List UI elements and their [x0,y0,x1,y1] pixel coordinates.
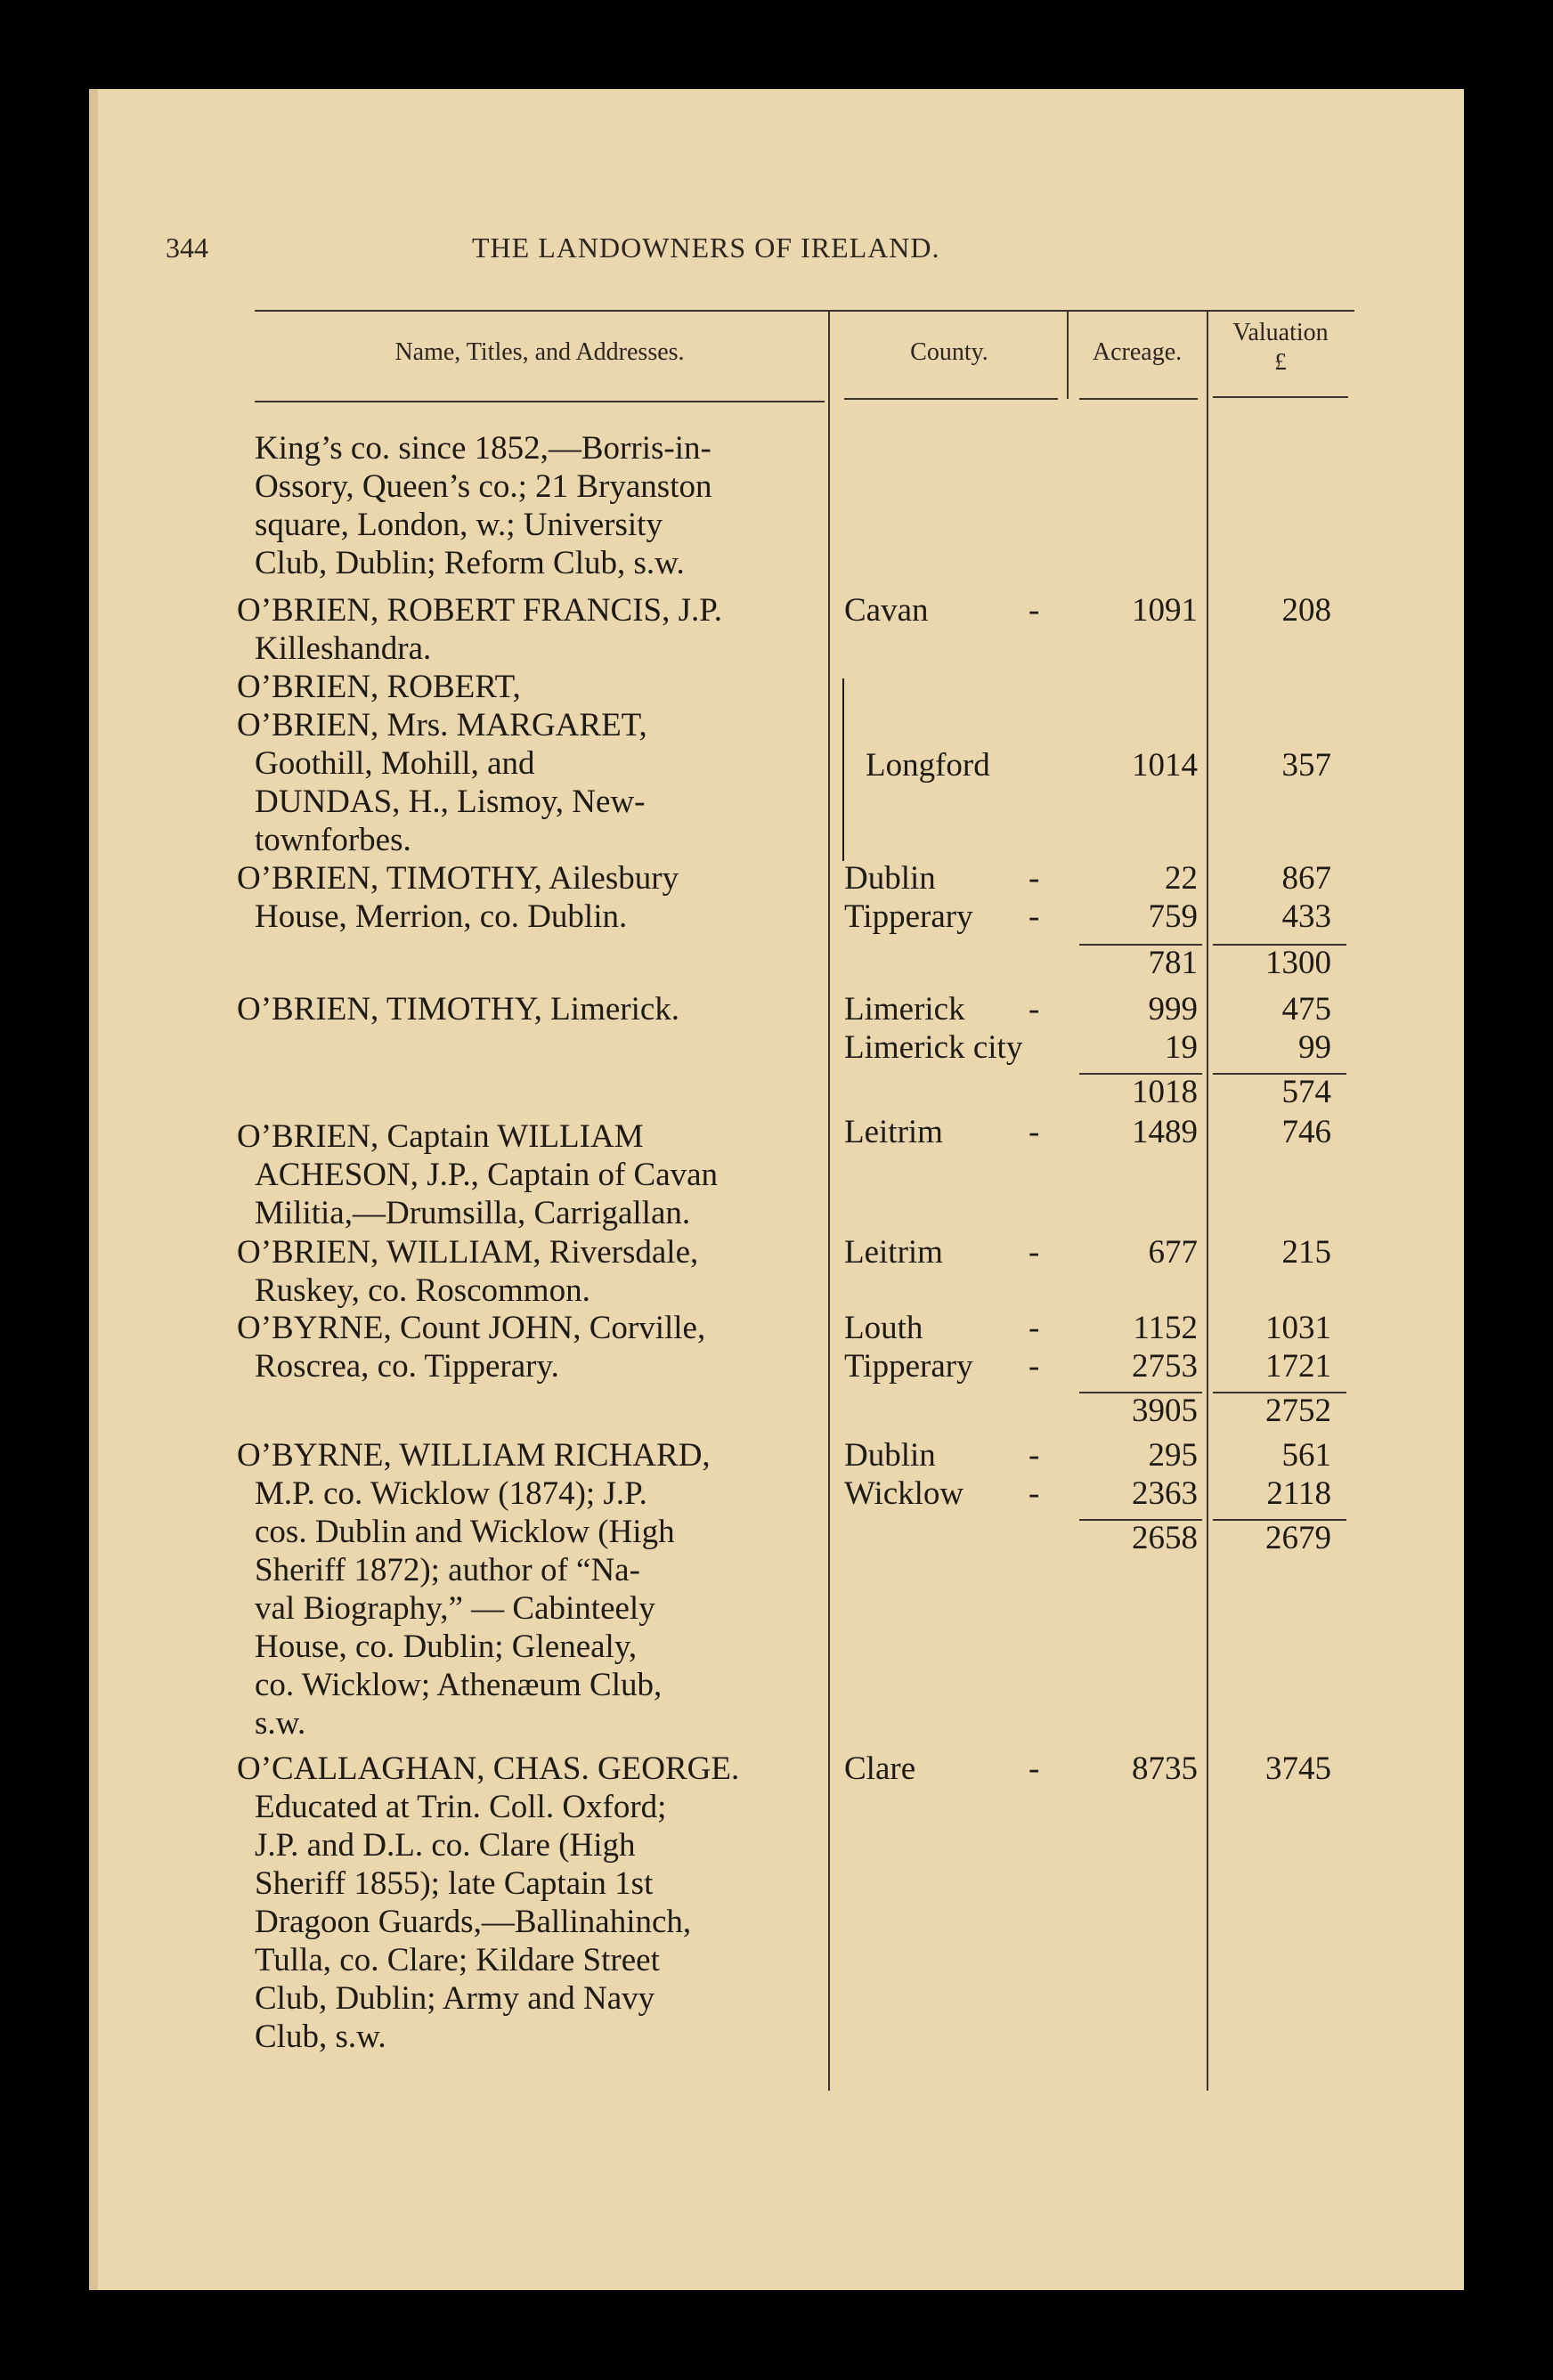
entry-obyrne-william-richard [237,1436,798,1742]
valuation-cell: 1031 [1265,1310,1331,1346]
acreage-total-cell: 3905 [1132,1393,1198,1429]
acreage-total-cell: 1018 [1132,1074,1198,1110]
entry-line: val Biography,” — Cabinteely [255,1590,655,1627]
entry-line: Goothill, Mohill, and [255,745,535,782]
header-top-rule [255,310,1354,312]
county-cell: Tipperary [844,1348,973,1385]
county-cell: Wicklow [844,1475,964,1512]
county-cell: Limerick [844,991,965,1028]
entry-obrien-robert-margaret-dundas [237,668,798,859]
valuation-cell: 357 [1281,747,1331,784]
county-cell: Longford [866,747,990,784]
entry-line: Sheriff 1872); author of “Na- [255,1552,640,1588]
entry-obrien-timothy-ailesbury [237,859,798,936]
entry-line: House, co. Dublin; Glenealy, [255,1629,638,1665]
entry-line: Club, Dublin; Reform Club, s.w. [255,545,685,581]
acreage-total-cell: 781 [1148,945,1198,981]
entry-line: O’BRIEN, ROBERT FRANCIS, J.P. [237,592,723,629]
acreage-cell: 1091 [1132,592,1198,629]
county-cell: Clare [844,1750,916,1787]
valuation-total-cell: 1300 [1265,945,1331,981]
acreage-cell: 1489 [1132,1114,1198,1150]
acreage-cell: 1152 [1133,1310,1198,1346]
county-cell: Louth [844,1310,923,1346]
dash-cell: - [1029,1114,1040,1150]
valuation-total-cell: 574 [1281,1074,1331,1110]
column-header-valuation [1209,319,1352,377]
valuation-cell: 208 [1281,592,1331,629]
acreage-cell: 759 [1148,898,1198,935]
county-cell: Dublin [844,1437,936,1474]
entry-line: Militia,—Drumsilla, Carrigallan. [255,1195,691,1231]
dash-cell: - [1029,860,1040,897]
entry-obrien-timothy-limerick [237,990,798,1028]
acreage-cell: 2753 [1132,1348,1198,1385]
acreage-cell: 677 [1148,1234,1198,1271]
entry-line: cos. Dublin and Wicklow (High [255,1514,675,1550]
entry-continuation [255,429,816,582]
running-title: THE LANDOWNERS OF IRELAND. [472,232,940,264]
entry-line: House, Merrion, co. Dublin. [255,898,628,935]
acreage-cell: 19 [1165,1029,1198,1066]
county-cell: Limerick city [844,1029,1023,1066]
county-cell: Dublin [844,860,936,897]
dash-cell: - [1029,592,1040,629]
valuation-cell: 561 [1281,1437,1331,1474]
entry-line: Ruskey, co. Roscommon. [255,1272,590,1309]
dash-cell: - [1029,1475,1040,1512]
entry-line: O’BYRNE, WILLIAM RICHARD, [237,1437,711,1474]
longford-brace [842,678,857,861]
dash-cell: - [1029,898,1040,935]
valuation-cell: 215 [1281,1234,1331,1271]
entry-obrien-robert-francis [237,591,798,668]
entry-line: Club, s.w. [255,2019,386,2055]
entry-line: townforbes. [255,822,411,858]
column-header-county: County. [910,338,988,366]
entry-line: Ossory, Queen’s co.; 21 Bryanston [255,468,712,505]
header-under-rule-3 [1079,398,1198,400]
entry-line: Killeshandra. [255,630,432,667]
valuation-cell: 3745 [1265,1750,1331,1787]
dash-cell: - [1029,1437,1040,1474]
valuation-cell: 1721 [1265,1348,1331,1385]
header-under-rule-4 [1213,396,1348,398]
header-under-rule-2 [844,398,1058,400]
col-divider-2 [1067,310,1069,399]
acreage-cell: 1014 [1132,747,1198,784]
acreage-cell: 8735 [1132,1750,1198,1787]
entry-line: M.P. co. Wicklow (1874); J.P. [255,1475,647,1512]
entry-line: Sheriff 1855); late Captain 1st [255,1865,654,1902]
county-cell: Leitrim [844,1234,943,1271]
entry-line: DUNDAS, H., Lismoy, New- [255,784,646,820]
page-binding-edge [89,89,98,2290]
entry-line: Roscrea, co. Tipperary. [255,1348,559,1385]
entry-line: O’BRIEN, Captain WILLIAM [237,1118,644,1155]
dash-cell: - [1029,1310,1040,1346]
acreage-cell: 295 [1148,1437,1198,1474]
entry-line: Educated at Trin. Coll. Oxford; [255,1789,667,1825]
valuation-cell: 99 [1298,1029,1331,1066]
county-cell: Tipperary [844,898,973,935]
entry-obyrne-count-john [237,1309,798,1385]
entry-line: Club, Dublin; Army and Navy [255,1980,655,2017]
entry-line: Dragoon Guards,—Ballinahinch, [255,1904,692,1940]
valuation-cell: 746 [1281,1114,1331,1150]
col-divider-1 [828,310,830,2091]
valuation-cell: 433 [1281,898,1331,935]
valuation-total-cell: 2679 [1265,1520,1331,1556]
entry-line: King’s co. since 1852,—Borris-in- [255,430,711,467]
entry-line: O’CALLAGHAN, CHAS. GEORGE. [237,1750,740,1787]
entry-line: O’BRIEN, ROBERT, [237,669,521,705]
acreage-total-cell: 2658 [1132,1520,1198,1556]
dash-cell: - [1029,991,1040,1028]
valuation-cell: 2118 [1266,1475,1331,1512]
entry-line: O’BRIEN, WILLIAM, Riversdale, [237,1234,699,1271]
acreage-cell: 22 [1165,860,1198,897]
entry-line: Tulla, co. Clare; Kildare Street [255,1942,660,1978]
entry-line: O’BRIEN, Mrs. MARGARET, [237,707,647,743]
entry-line: O’BRIEN, TIMOTHY, Ailesbury [237,860,679,897]
dash-cell: - [1029,1348,1040,1385]
county-cell: Leitrim [844,1114,943,1150]
entry-line: O’BYRNE, Count JOHN, Corville, [237,1310,706,1346]
dash-cell: - [1029,1750,1040,1787]
valuation-total-cell: 2752 [1265,1393,1331,1429]
entry-line: s.w. [255,1705,306,1742]
header-under-rule-1 [255,401,825,402]
acreage-cell: 2363 [1132,1475,1198,1512]
acreage-cell: 999 [1148,991,1198,1028]
valuation-cell: 475 [1281,991,1331,1028]
valuation-cell: 867 [1281,860,1331,897]
entry-line: square, London, w.; University [255,507,663,543]
entry-obrien-william-riversdale [237,1233,798,1310]
column-header-name: Name, Titles, and Addresses. [394,338,685,366]
entry-ocallaghan-chas-george [237,1750,798,2056]
column-header-acreage: Acreage. [1092,338,1183,366]
col-divider-3 [1207,310,1208,2091]
entry-line: O’BRIEN, TIMOTHY, Limerick. [237,991,680,1028]
page-number: 344 [166,232,208,264]
entry-line: co. Wicklow; Athenæum Club, [255,1667,663,1703]
county-cell: Cavan [844,592,929,629]
entry-line: J.P. and D.L. co. Clare (High [255,1827,636,1864]
valuation-unit: £ [1274,348,1287,375]
valuation-label: Valuation [1232,319,1329,346]
entry-line: ACHESON, J.P., Captain of Cavan [255,1157,719,1193]
entry-obrien-william-acheson [237,1117,798,1232]
dash-cell: - [1029,1234,1040,1271]
